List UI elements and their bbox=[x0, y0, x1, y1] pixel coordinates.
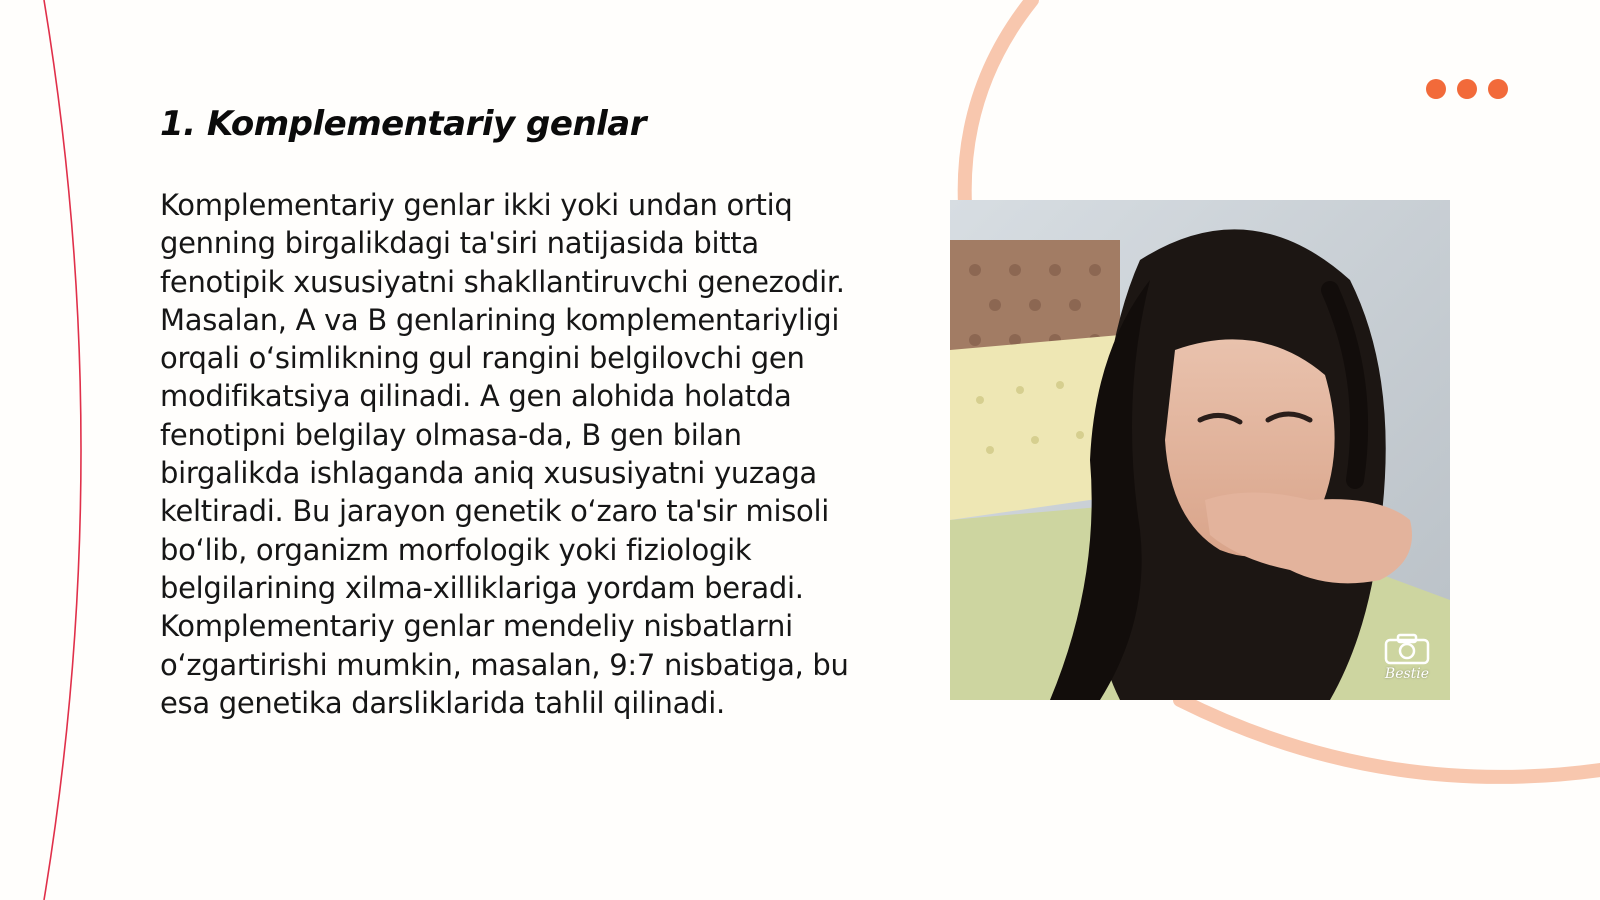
slide-title: 1. Komplementariy genlar bbox=[160, 104, 647, 144]
portrait-illustration bbox=[950, 200, 1450, 700]
dots-icon bbox=[1426, 79, 1508, 99]
slide-body-text: Komplementariy genlar ikki yoki undan ortiq genning birgalikdagi ta'siri natijasida bitta fenotipik xususiyatni shakllantiruvchi genezodir. Masalan, A va B genlarining komplementariyligi orqali o‘simlikning gul rangini belgilovchi gen modifikatsiya qilinadi. A gen alohida holatda fenotipni belgilay olmasa-da, B gen bilan birgalikda ishlaganda aniq xususiyatni yuzaga keltiradi. Bu jarayon genetik o‘zaro ta'sir misoli bo‘lib, organizm morfologik yoki fiziologik belgilarining xilma-xilliklariga yordam beradi. Komplementariy genlar mendeliy nisbatlarni o‘zgartirishi mumkin, masalan, 9:7 nisbatiga, bu esa genetika darsliklarida tahlil qilinadi. bbox=[160, 188, 849, 720]
photo-watermark-label: Bestie bbox=[1384, 666, 1430, 682]
portrait-photo bbox=[950, 200, 1450, 700]
photo-watermark bbox=[1372, 633, 1442, 682]
decorative-arc-bottom bbox=[1180, 700, 1600, 777]
dot bbox=[1488, 79, 1508, 99]
left-edge-line bbox=[44, 0, 81, 900]
decorative-arc bbox=[965, 0, 1032, 205]
dot bbox=[1457, 79, 1477, 99]
dot bbox=[1426, 79, 1446, 99]
camera-icon bbox=[1384, 633, 1430, 665]
